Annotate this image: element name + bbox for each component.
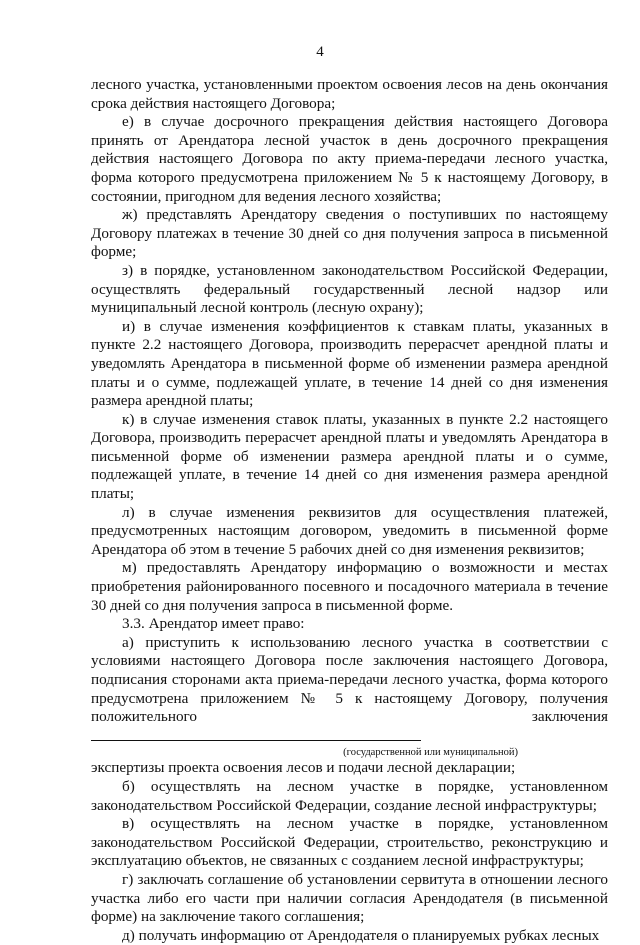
paragraph-item-a-text: а) приступить к использованию лесного участка в соответствии с условиями настоящего Договора после заключения настоящего Договора, подписания сторонами акта приема-передачи лесного участка, форма которого предусмотрена приложением № 5 к настоящему Договору, получения положительного заключения	[91, 633, 608, 726]
document-body	[91, 76, 608, 945]
paragraph-item-i: и) в случае изменения коэффициентов к ставкам платы, указанных в пункте 2.2 настоящего Договора, производить перерасчет арендной платы и уведомлять Арендатора в письменной форме об изменении размера арендной платы и о сумме, подлежащей уплате, в течение 14 дней со дня изменения размера арендной платы;	[91, 317, 608, 410]
paragraph-item-zh: ж) представлять Арендатору сведения о поступивших по настоящему Договору платежах в течение 30 дней со дня получения запроса в письменной форме;	[91, 206, 608, 261]
paragraph-item-d: д) получать информацию от Арендодателя о планируемых рубках лесных	[122, 926, 600, 944]
blank-fill-note: (государственной или муниципальной)	[343, 747, 518, 759]
paragraph-item-a-end: экспертизы проекта освоения лесов и подачи лесной декларации;	[91, 759, 516, 777]
section-heading-3-3: 3.3. Арендатор имеет право:	[122, 615, 305, 633]
paragraph-item-b: б) осуществлять на лесном участке в порядке, установленном законодательством Российской Федерации, создание лесной инфраструктуры;	[91, 777, 608, 814]
paragraph-item-v: в) осуществлять на лесном участке в порядке, установленном законодательством Российской Федерации, строительство, реконструкцию и эксплуатацию объектов, не связанных с созданием лесной инфраструктуры;	[91, 815, 608, 870]
blank-fill-line	[91, 727, 421, 741]
paragraph-item-l: л) в случае изменения реквизитов для осуществления платежей, предусмотренных настоящим договором, уведомить в письменной форме Арендатора об этом в течение 5 рабочих дней со дня изменения реквизитов;	[91, 503, 608, 558]
page-number: 4	[316, 44, 324, 60]
paragraph-item-g: г) заключать соглашение об установлении сервитута в отношении лесного участка либо его части при наличии согласия Арендодателя (в письменной форме) на заключение такого соглашения;	[91, 870, 608, 926]
paragraph-continuation: лесного участка, установленными проектом освоения лесов на день окончания срока действия настоящего Договора;	[91, 76, 608, 112]
paragraph-item-e: е) в случае досрочного прекращения действия настоящего Договора принять от Арендатора лесной участок в день досрочного прекращения действия настоящего Договора по акту приема-передачи лесного участка, форма которого предусмотрена приложением № 5 к настоящему Договору, в состоянии, пригодном для ведения лесного хозяйства;	[91, 113, 608, 205]
paragraph-item-m: м) предоставлять Арендатору информацию о возможности и местах приобретения районированного посевного и посадочного материала в течение 30 дней со дня получения запроса в письменной форме.	[91, 559, 608, 614]
paragraph-item-k: к) в случае изменения ставок платы, указанных в пункте 2.2 настоящего Договора, производить перерасчет арендной платы и уведомлять Арендатора в письменной форме об изменении размера арендной платы и о сумме, подлежащей уплате, в течение 14 дней со дня изменения размера арендной платы;	[91, 410, 608, 503]
paragraph-item-z: з) в порядке, установленном законодательством Российской Федерации, осуществлять федеральный государственный лесной надзор или муниципальный лесной контроль (лесную охрану);	[91, 261, 608, 317]
paragraph-item-a	[91, 634, 608, 747]
